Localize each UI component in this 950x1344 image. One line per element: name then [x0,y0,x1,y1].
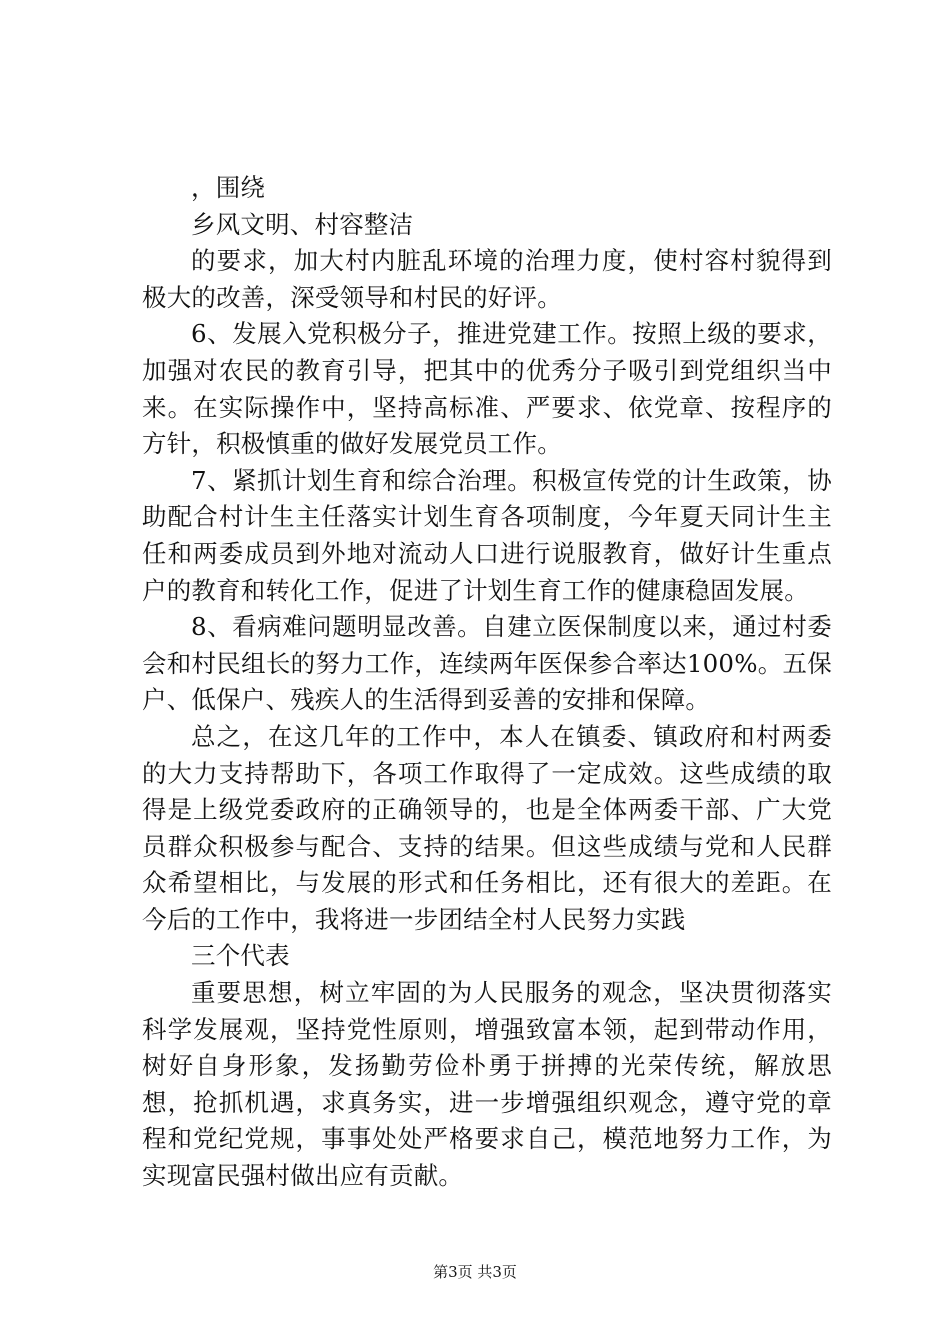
paragraph: 6、发展入党积极分子，推进党建工作。按照上级的要求，加强对农民的教育引导，把其中的优秀分子吸引到党组织当中来。在实际操作中，坚持高标准、严要求、依党章、按程序的方针，积极慎重的做好发展党员工作。 [142,319,832,459]
paragraph: 7、紧抓计划生育和综合治理。积极宣传党的计生政策，协助配合村计生主任落实计划生育各项制度，今年夏天同计生主任和两委成员到外地对流动人口进行说服教育，做好计生重点户的教育和转化工作，促进了计划生育工作的健康稳固发展。 [142,465,832,605]
paragraph: 重要思想，树立牢固的为人民服务的观念，坚决贯彻落实科学发展观，坚持党性原则，增强致富本领，起到带动作用，树好自身形象，发扬勤劳俭朴勇于拼搏的光荣传统，解放思想，抢抓机遇，求真务实，进一步增强组织观念，遵守党的章程和党纪党规，事事处处严格要求自己，模范地努力工作，为实现富民强村做出应有贡献。 [142,978,832,1191]
text-fragment: 乡风文明、村容整洁 [191,209,414,239]
document-body [142,170,832,1195]
paragraph: 总之，在这几年的工作中，本人在镇委、镇政府和村两委的大力支持帮助下，各项工作取得了一定成效。这些成绩的取得是上级党委政府的正确领导的，也是全体两委干部、广大党员群众积极参与配合、支持的结果。但这些成绩与党和人民群众希望相比，与发展的形式和任务相比，还有很大的差距。在今后的工作中，我将进一步团结全村人民努力实践 [142,721,832,934]
page-number: 第3页 共3页 [433,1263,517,1281]
paragraph: 的要求，加大村内脏乱环境的治理力度，使村容村貌得到极大的改善，深受领导和村民的好评。 [142,246,832,312]
paragraph: 8、看病难问题明显改善。自建立医保制度以来，通过村委会和村民组长的努力工作，连续两年医保参合率达100%。五保户、低保户、残疾人的生活得到妥善的安排和保障。 [142,612,832,715]
text-fragment: 三个代表 [191,941,290,971]
page-footer [0,1262,950,1282]
text-fragment: ，围绕 [191,173,266,202]
